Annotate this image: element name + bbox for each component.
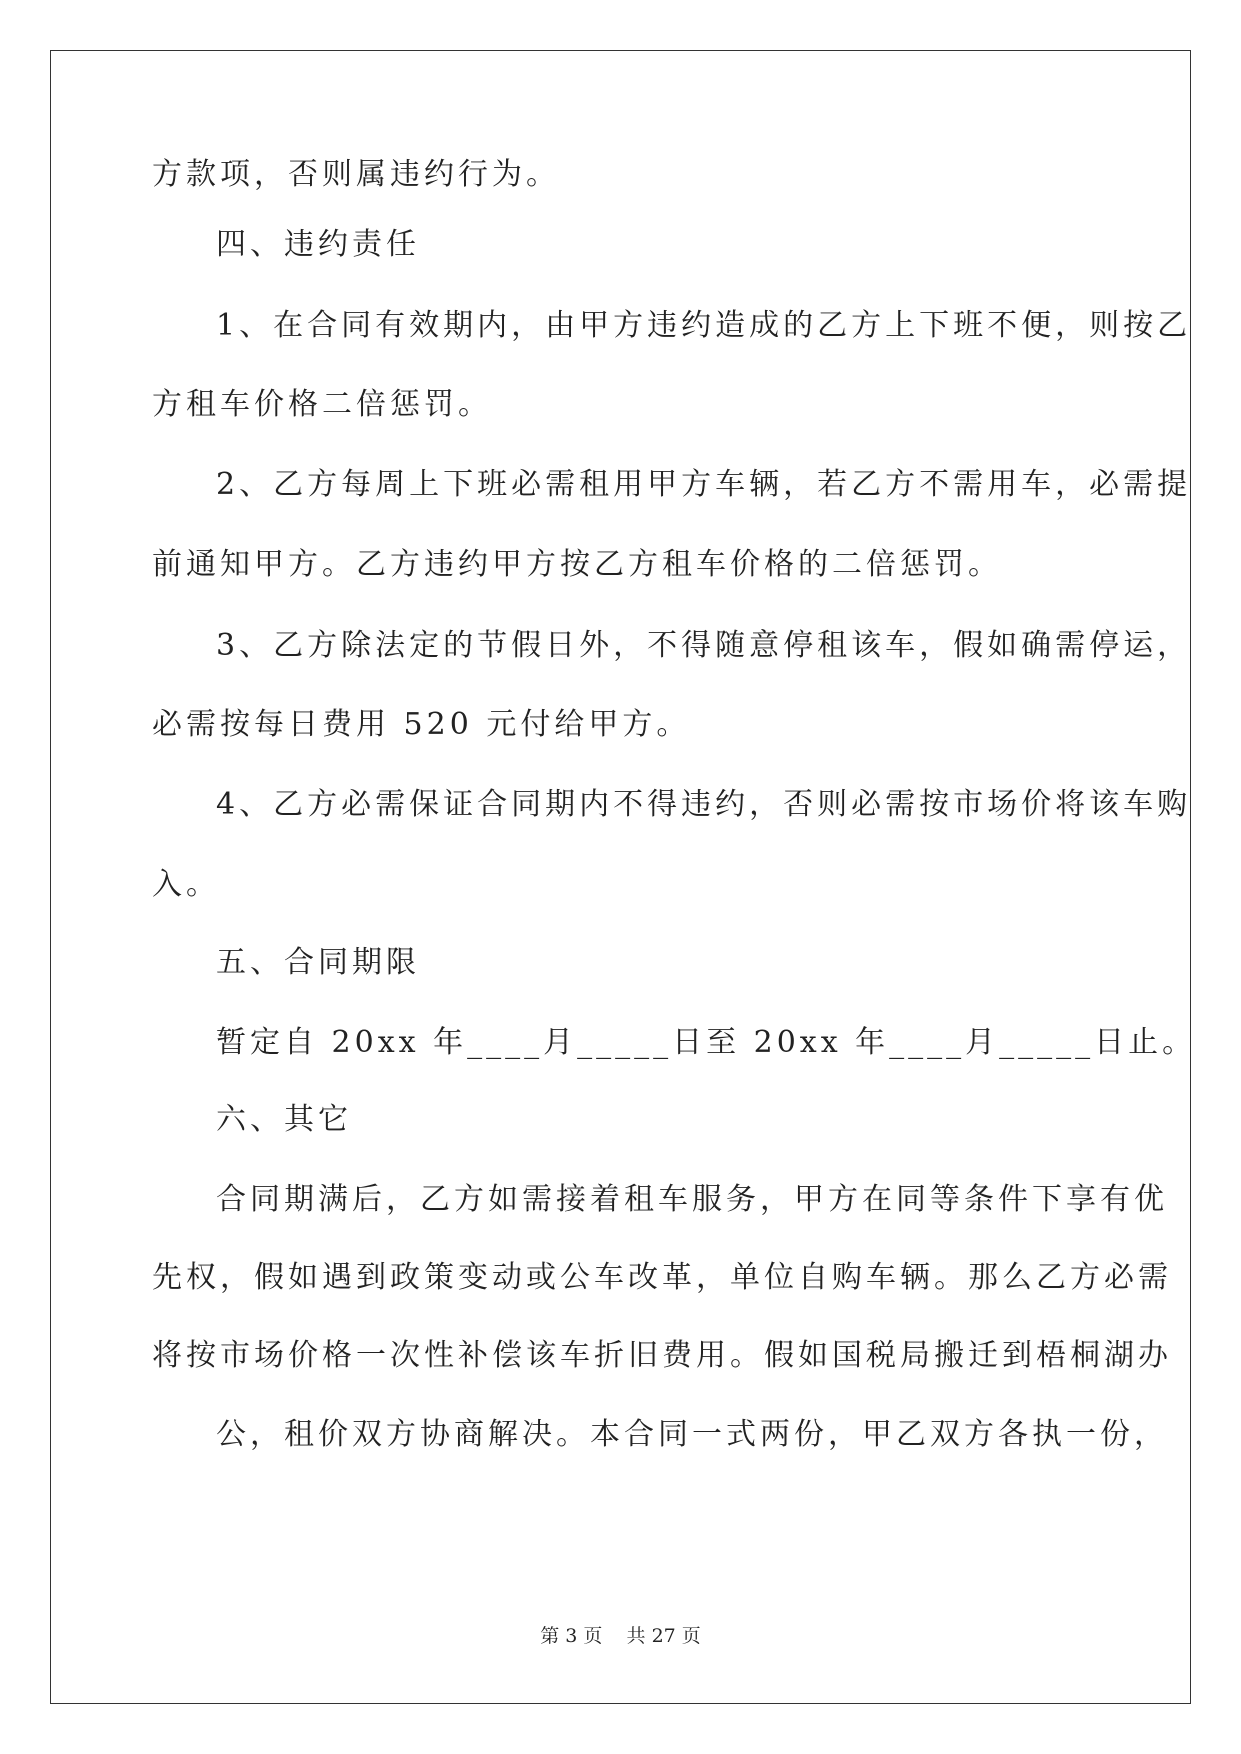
text-line: 方款项，否则属违约行为。 [152,157,560,192]
text-line: 合同期满后，乙方如需接着租车服务，甲方在同等条件下享有优 [216,1182,1168,1217]
text-line: 将按市场价格一次性补偿该车折旧费用。假如国税局搬迁到梧桐湖办 [152,1338,1172,1373]
text-line: 前通知甲方。乙方违约甲方按乙方租车价格的二倍惩罚。 [152,547,1002,582]
section-heading: 六、其它 [216,1102,352,1137]
text-line: 方租车价格二倍惩罚。 [152,387,492,422]
text-line: 3、乙方除法定的节假日外，不得随意停租该车，假如确需停运， [216,628,1192,663]
section-heading: 四、违约责任 [216,227,420,262]
text-line: 必需按每日费用 520 元付给甲方。 [152,707,691,742]
section-heading: 五、合同期限 [216,945,420,980]
text-line: 1、在合同有效期内，由甲方违约造成的乙方上下班不便，则按乙 [216,308,1192,343]
text-line: 暂定自 20xx 年____月_____日至 20xx 年____月_____日止。 [216,1025,1197,1060]
text-line: 2、乙方每周上下班必需租用甲方车辆，若乙方不需用车，必需提 [216,467,1192,502]
text-line: 先权，假如遇到政策变动或公车改革，单位自购车辆。那么乙方必需 [152,1260,1172,1295]
text-line: 入。 [152,867,220,902]
text-line: 公，租价双方协商解决。本合同一式两份，甲乙双方各执一份， [216,1417,1168,1452]
page-footer: 第 3 页 共 27 页 [540,1625,701,1647]
text-line: 4、乙方必需保证合同期内不得违约，否则必需按市场价将该车购 [216,787,1192,822]
